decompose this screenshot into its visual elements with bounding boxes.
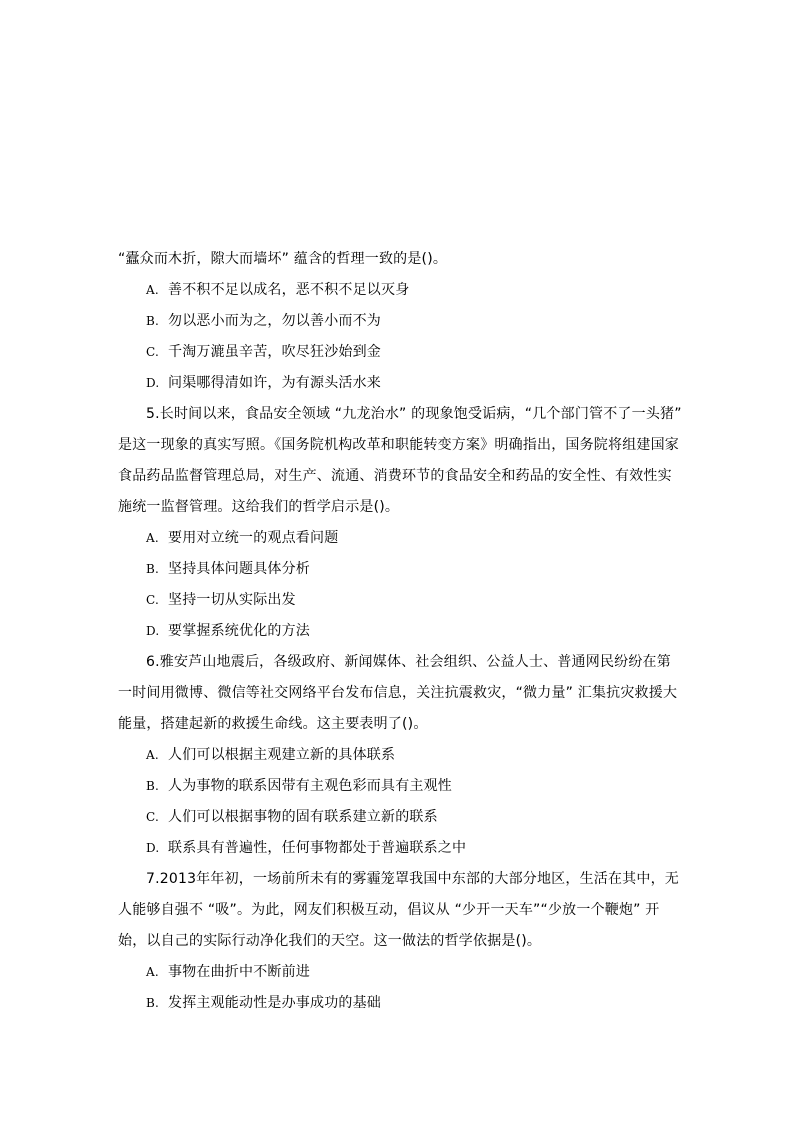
option-letter: C.: [146, 593, 159, 607]
option-letter: A.: [146, 531, 159, 545]
option-letter: C.: [146, 810, 159, 824]
question-6-options: [118, 740, 680, 864]
question-5-stem: [118, 399, 680, 523]
question-7-options: [118, 957, 680, 1019]
question-line: 是这一现象的真实写照。《国务院机构改革和职能转变方案》明确指出，国务院将组建国家: [118, 437, 679, 453]
question-line: 施统一监督管理。这给我们的哲学启示是()。: [118, 499, 400, 515]
question-4-stem: [118, 244, 680, 275]
question-line: 一时间用微博、微信等社交网络平台发布信息，关注抗震救灾，“微力量” 汇集抗灾救援大: [118, 685, 678, 701]
option-text: 人们可以根据主观建立新的具体联系: [168, 747, 396, 763]
option-c: [118, 337, 680, 368]
option-letter: B.: [146, 314, 160, 328]
question-line: 7.2013年年初，一场前所未有的雾霾笼罩我国中东部的大部分地区，生活在其中，无: [146, 871, 679, 887]
option-text: 人为事物的联系因带有主观色彩而具有主观性: [168, 778, 452, 794]
question-line: 食品药品监督管理总局，对生产、流通、消费环节的食品安全和药品的安全性、有效性实: [118, 468, 672, 484]
option-d: [118, 833, 680, 864]
option-c: [118, 802, 680, 833]
option-text: 千淘万漉虽辛苦，吹尽狂沙始到金: [168, 344, 381, 360]
question-6-stem: [118, 647, 680, 740]
option-a: [118, 523, 680, 554]
option-letter: D.: [146, 624, 160, 638]
option-b: [118, 306, 680, 337]
option-a: [118, 275, 680, 306]
option-letter: C.: [146, 345, 159, 359]
question-line: 5.长时间以来，食品安全领域 “九龙治水” 的现象饱受诟病，“几个部门管不了一头猪”: [146, 406, 682, 422]
option-text: 善不积不足以成名，恶不积不足以灭身: [168, 282, 410, 298]
question-line: “蠹众而木折，隙大而墙坏” 蕴含的哲理一致的是()。: [118, 251, 448, 267]
option-letter: D.: [146, 376, 160, 390]
question-line: 6.雅安芦山地震后，各级政府、新闻媒体、社会组织、公益人士、普通网民纷纷在第: [146, 654, 671, 670]
question-line: 始，以自己的实际行动净化我们的天空。这一做法的哲学依据是()。: [118, 933, 542, 949]
option-letter: B.: [146, 996, 160, 1010]
question-7-stem: [118, 864, 680, 957]
option-a: [118, 957, 680, 988]
option-letter: A.: [146, 283, 159, 297]
option-text: 问渠哪得清如许，为有源头活水来: [168, 375, 381, 391]
question-5-options: [118, 523, 680, 647]
question-4-options: [118, 275, 680, 399]
question-line: 人能够自强不 “吸”。为此，网友们积极互动，倡议从 “少开一天车”“少放一个鞭炮” 开: [118, 902, 660, 918]
option-text: 勿以恶小而为之，勿以善小而不为: [168, 313, 381, 329]
option-c: [118, 585, 680, 616]
option-text: 联系具有普遍性，任何事物都处于普遍联系之中: [168, 840, 467, 856]
option-text: 要用对立统一的观点看问题: [168, 530, 339, 546]
option-letter: B.: [146, 562, 160, 576]
option-d: [118, 616, 680, 647]
option-d: [118, 368, 680, 399]
option-letter: A.: [146, 965, 159, 979]
option-letter: D.: [146, 841, 160, 855]
option-letter: B.: [146, 779, 160, 793]
question-line: 能量，搭建起新的救援生命线。这主要表明了()。: [118, 716, 428, 732]
option-a: [118, 740, 680, 771]
option-text: 坚持一切从实际出发: [168, 592, 296, 608]
option-b: [118, 771, 680, 802]
option-letter: A.: [146, 748, 159, 762]
option-b: [118, 554, 680, 585]
option-b: [118, 988, 680, 1019]
option-text: 事物在曲折中不断前进: [168, 964, 310, 980]
option-text: 要掌握系统优化的方法: [168, 623, 310, 639]
option-text: 人们可以根据事物的固有联系建立新的联系: [168, 809, 438, 825]
document-page: [118, 244, 680, 1019]
option-text: 发挥主观能动性是办事成功的基础: [168, 995, 381, 1011]
option-text: 坚持具体问题具体分析: [168, 561, 310, 577]
